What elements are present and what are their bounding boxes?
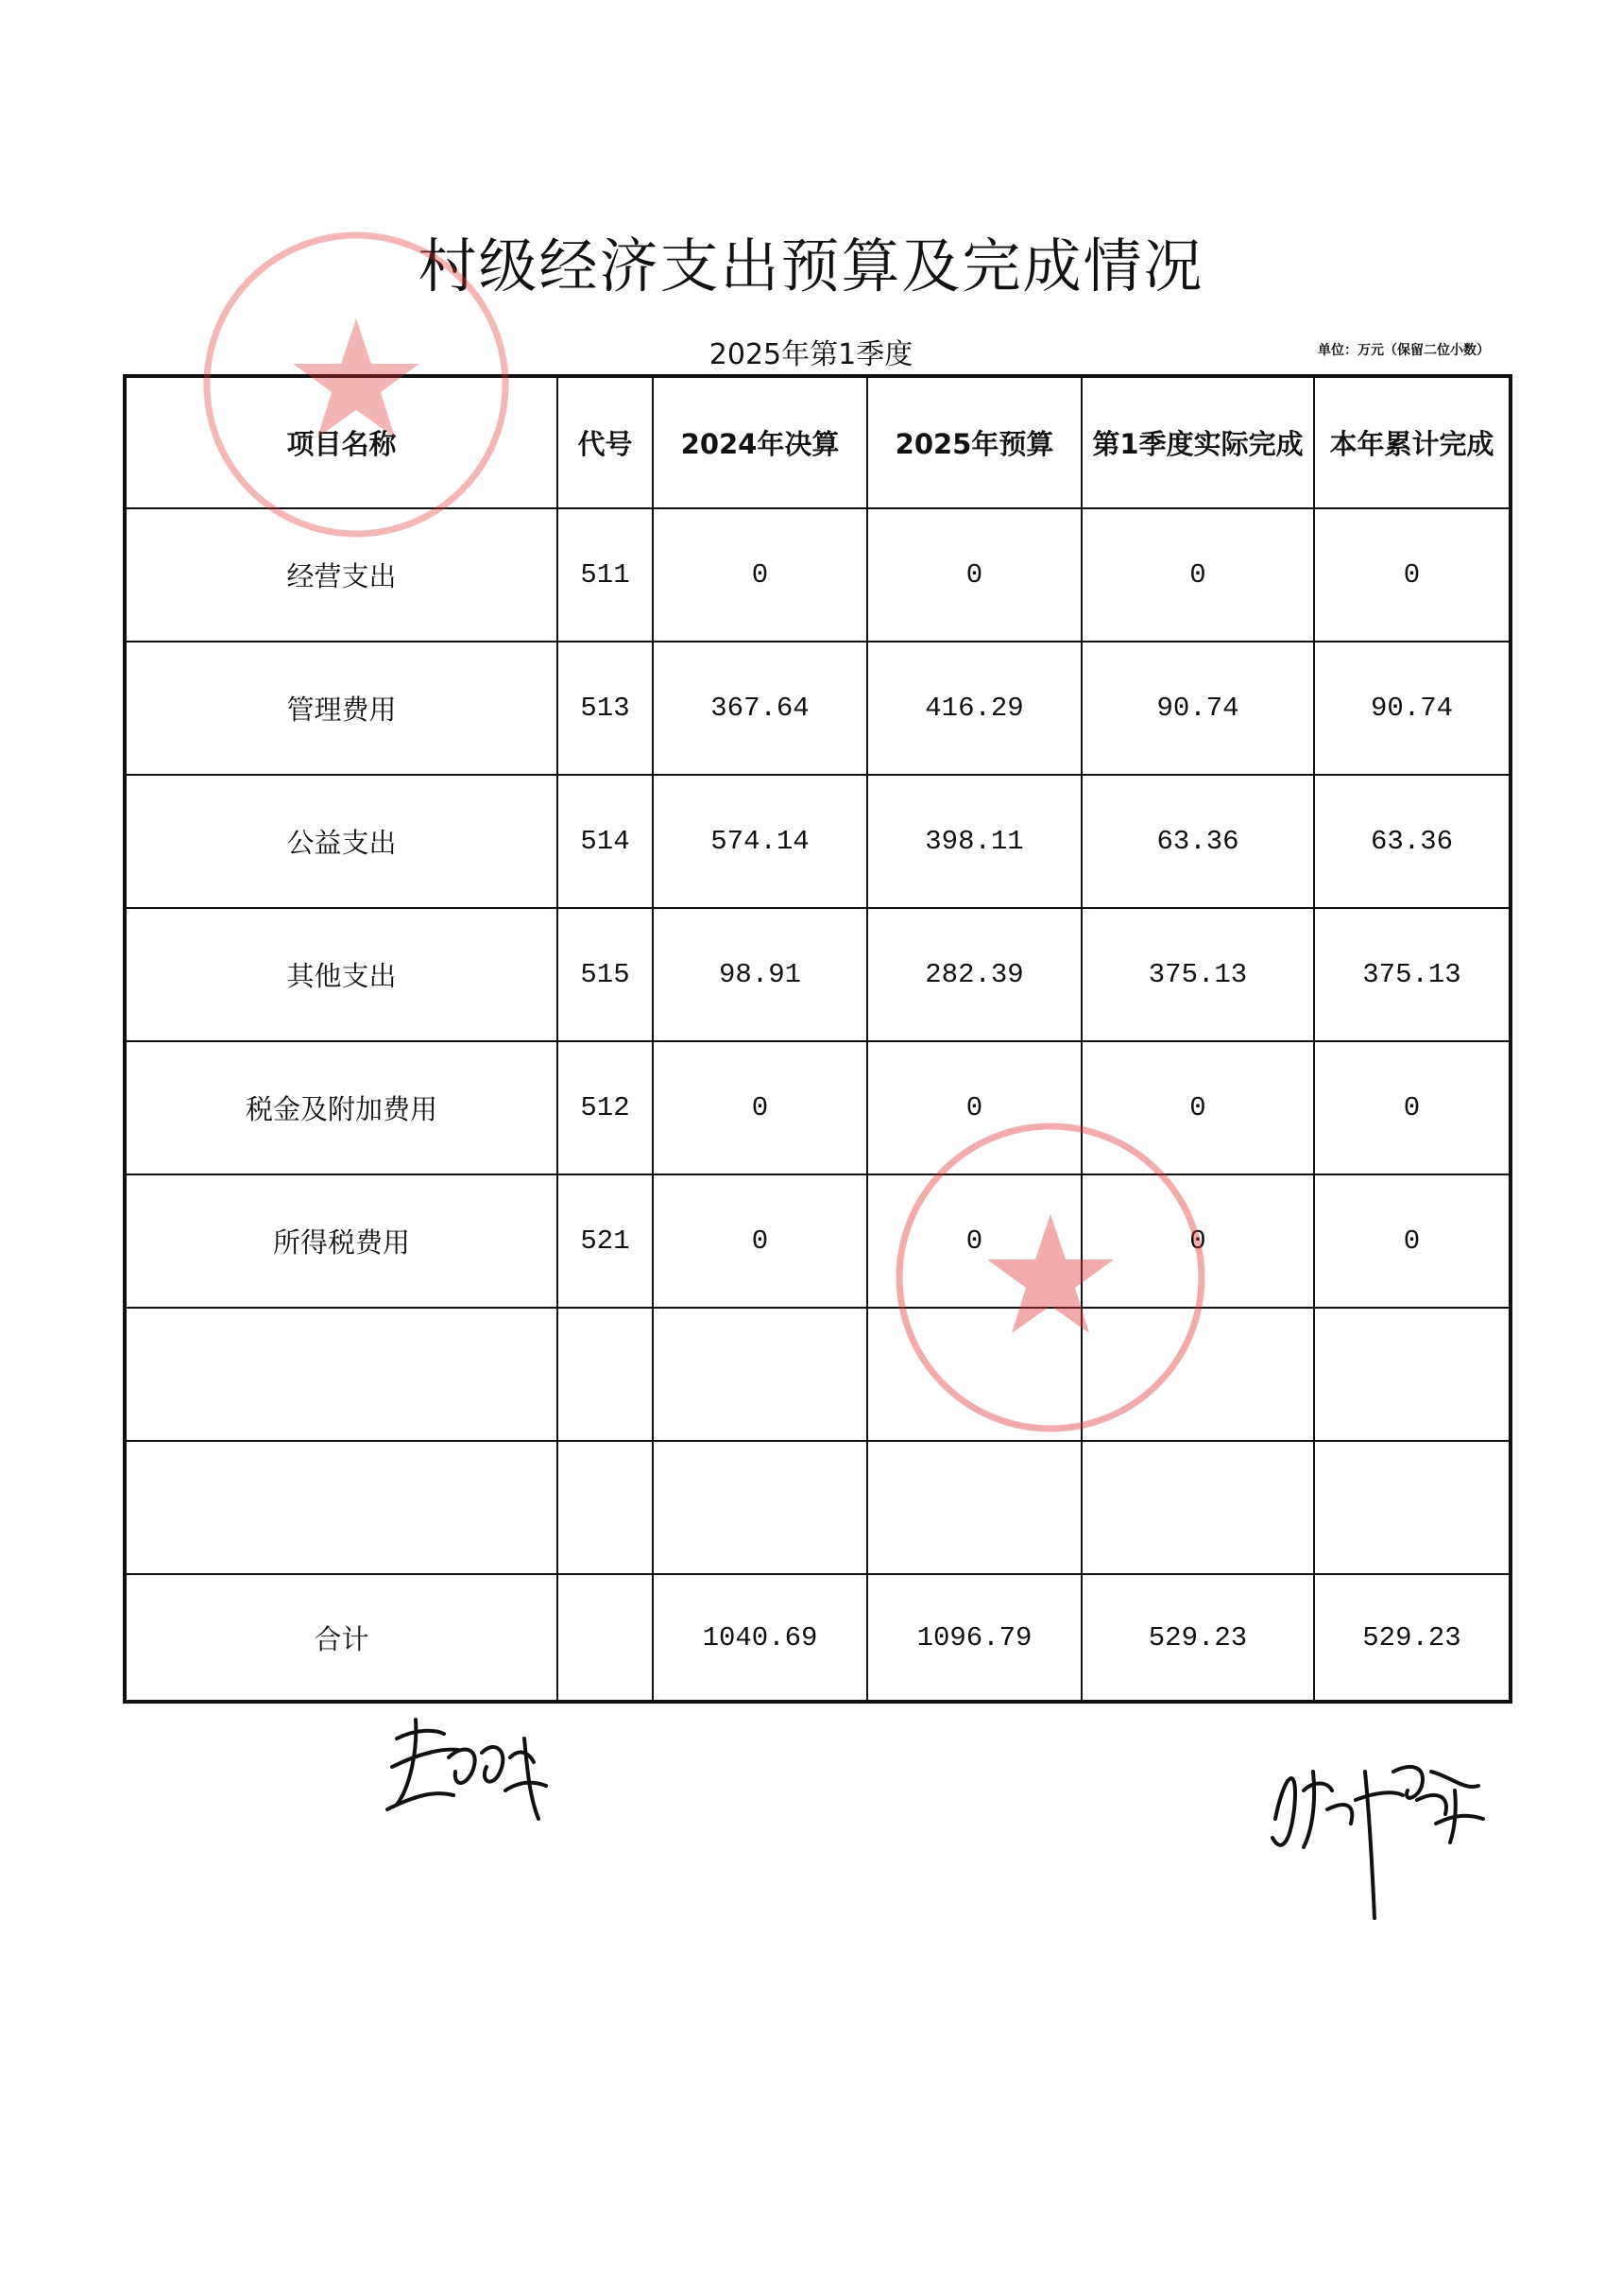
cell-ytd-actual: 0 <box>1314 1174 1511 1308</box>
col-header-2024-final: 2024年决算 <box>653 376 867 508</box>
table-header-row <box>125 376 1511 508</box>
cell-2024-final: 98.91 <box>653 908 867 1041</box>
col-header-code: 代号 <box>557 376 653 508</box>
cell-2024-final <box>653 1441 867 1574</box>
cell-2025-budget: 0 <box>867 1041 1082 1174</box>
cell-q1-actual: 375.13 <box>1082 908 1314 1041</box>
table-row-empty <box>125 1308 1511 1441</box>
cell-2024-final: 574.14 <box>653 775 867 908</box>
table-row <box>125 642 1511 775</box>
cell-item-name: 其他支出 <box>125 908 557 1041</box>
cell-q1-actual <box>1082 1441 1314 1574</box>
cell-total-q1-actual: 529.23 <box>1082 1574 1314 1702</box>
cell-ytd-actual: 63.36 <box>1314 775 1511 908</box>
cell-2024-final <box>653 1308 867 1441</box>
page-title: 村级经济支出预算及完成情况 <box>418 231 1204 300</box>
cell-ytd-actual: 375.13 <box>1314 908 1511 1041</box>
cell-item-name <box>125 1308 557 1441</box>
cell-2025-budget: 416.29 <box>867 642 1082 775</box>
budget-table <box>123 374 1512 1704</box>
cell-ytd-actual: 0 <box>1314 1041 1511 1174</box>
cell-item-name: 税金及附加费用 <box>125 1041 557 1174</box>
cell-2024-final: 0 <box>653 1041 867 1174</box>
handwritten-signature-left <box>378 1701 567 1833</box>
cell-code: 521 <box>557 1174 653 1308</box>
cell-q1-actual <box>1082 1308 1314 1441</box>
period-subtitle: 2025年第1季度 <box>709 338 913 371</box>
cell-code <box>557 1308 653 1441</box>
cell-total-2024-final: 1040.69 <box>653 1574 867 1702</box>
cell-2025-budget: 398.11 <box>867 775 1082 908</box>
col-header-2025-budget: 2025年预算 <box>867 376 1082 508</box>
cell-code <box>557 1441 653 1574</box>
cell-2024-final: 367.64 <box>653 642 867 775</box>
cell-2025-budget: 282.39 <box>867 908 1082 1041</box>
table-row <box>125 508 1511 642</box>
cell-code: 514 <box>557 775 653 908</box>
cell-item-name: 经营支出 <box>125 508 557 642</box>
cell-q1-actual: 0 <box>1082 508 1314 642</box>
cell-ytd-actual: 90.74 <box>1314 642 1511 775</box>
cell-code: 511 <box>557 508 653 642</box>
cell-total-label: 合计 <box>125 1574 557 1702</box>
cell-q1-actual: 0 <box>1082 1174 1314 1308</box>
cell-code: 515 <box>557 908 653 1041</box>
cell-q1-actual: 0 <box>1082 1041 1314 1174</box>
cell-q1-actual: 63.36 <box>1082 775 1314 908</box>
cell-code: 512 <box>557 1041 653 1174</box>
cell-ytd-actual <box>1314 1308 1511 1441</box>
cell-item-name: 所得税费用 <box>125 1174 557 1308</box>
cell-item-name: 管理费用 <box>125 642 557 775</box>
col-header-ytd-actual: 本年累计完成 <box>1314 376 1511 508</box>
cell-2025-budget: 0 <box>867 1174 1082 1308</box>
cell-2025-budget <box>867 1308 1082 1441</box>
table-total-row <box>125 1574 1511 1702</box>
cell-total-2025-budget: 1096.79 <box>867 1574 1082 1702</box>
table-row <box>125 1174 1511 1308</box>
cell-2025-budget <box>867 1441 1082 1574</box>
table-row-empty <box>125 1441 1511 1574</box>
cell-item-name <box>125 1441 557 1574</box>
cell-ytd-actual: 0 <box>1314 508 1511 642</box>
cell-total-ytd-actual: 529.23 <box>1314 1574 1511 1702</box>
cell-2024-final: 0 <box>653 508 867 642</box>
cell-ytd-actual <box>1314 1441 1511 1574</box>
col-header-q1-actual: 第1季度实际完成 <box>1082 376 1314 508</box>
cell-code: 513 <box>557 642 653 775</box>
col-header-item-name: 项目名称 <box>125 376 557 508</box>
cell-2025-budget: 0 <box>867 508 1082 642</box>
cell-item-name: 公益支出 <box>125 775 557 908</box>
table-row <box>125 775 1511 908</box>
handwritten-signature-right <box>1261 1734 1493 1923</box>
cell-total-code <box>557 1574 653 1702</box>
table-row <box>125 908 1511 1041</box>
unit-note: 单位：万元（保留二位小数） <box>1318 343 1490 358</box>
table-row <box>125 1041 1511 1174</box>
cell-q1-actual: 90.74 <box>1082 642 1314 775</box>
cell-2024-final: 0 <box>653 1174 867 1308</box>
